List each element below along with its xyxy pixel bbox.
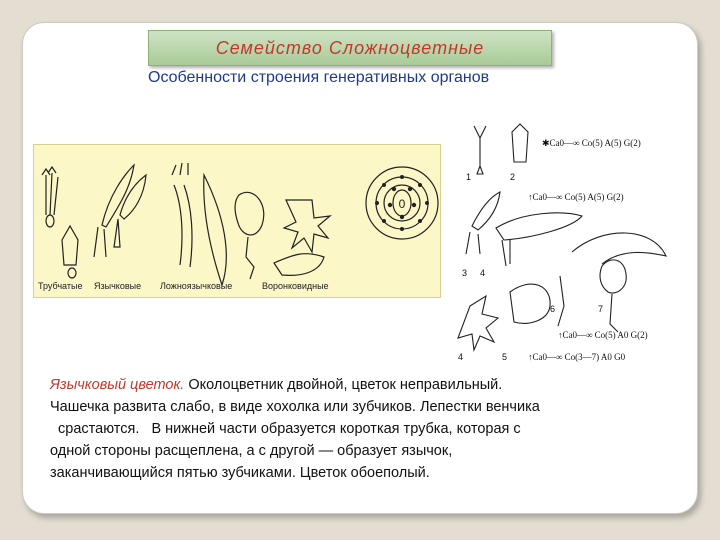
description-line: Околоцветник двойной, цветок неправильный. — [184, 377, 503, 393]
caption-ligulate: Язычковые — [94, 281, 142, 291]
figure-number: 7 — [598, 304, 604, 314]
diagram-label: 0 — [398, 197, 406, 211]
figure-number: 6 — [550, 304, 556, 314]
description-line: срастаются. В нижней части образуется короткая трубка, которая с — [50, 421, 521, 437]
flower-formula: ↑Ca0—∞ Co(5) A0 G(2) — [558, 330, 648, 340]
slide-subtitle: Особенности строения генеративных органов — [148, 69, 490, 86]
flower-formulas-drawing — [452, 116, 676, 370]
description-lead: Язычковый цветок. — [50, 377, 185, 393]
figure-number: 5 — [502, 352, 508, 362]
flower-types-figure — [33, 144, 441, 298]
description-line: Чашечка развита слабо, в виде хохолка или зубчиков. Лепестки венчика — [50, 399, 540, 415]
description-line: одной стороны расщеплена, а с другой — образует язычок, — [50, 443, 453, 459]
flower-formula: ↑Ca0—∞ Co(5) A(5) G(2) — [528, 192, 624, 202]
figure-number: 1 — [466, 172, 472, 182]
slide-title: Семейство Сложноцветные — [148, 30, 552, 66]
caption-tubular: Трубчатые — [38, 281, 83, 291]
figure-number: 4 — [458, 352, 464, 362]
figure-number: 2 — [510, 172, 516, 182]
flower-formula: ↑Ca0—∞ Co(3—7) A0 G0 — [528, 352, 626, 362]
caption-funnel: Воронковидные — [262, 281, 329, 291]
flower-types-drawing — [34, 145, 440, 297]
figure-number: 3 — [462, 268, 468, 278]
flower-formula: ✱Ca0—∞ Co(5) A(5) G(2) — [542, 138, 641, 148]
figure-number: 4 — [480, 268, 486, 278]
flower-description — [50, 374, 680, 484]
flower-formulas-figure — [452, 116, 676, 370]
description-line: заканчивающийся пятью зубчиками. Цветок обоеполый. — [50, 465, 430, 481]
caption-false-ligulate: Ложноязычковые — [160, 281, 233, 291]
